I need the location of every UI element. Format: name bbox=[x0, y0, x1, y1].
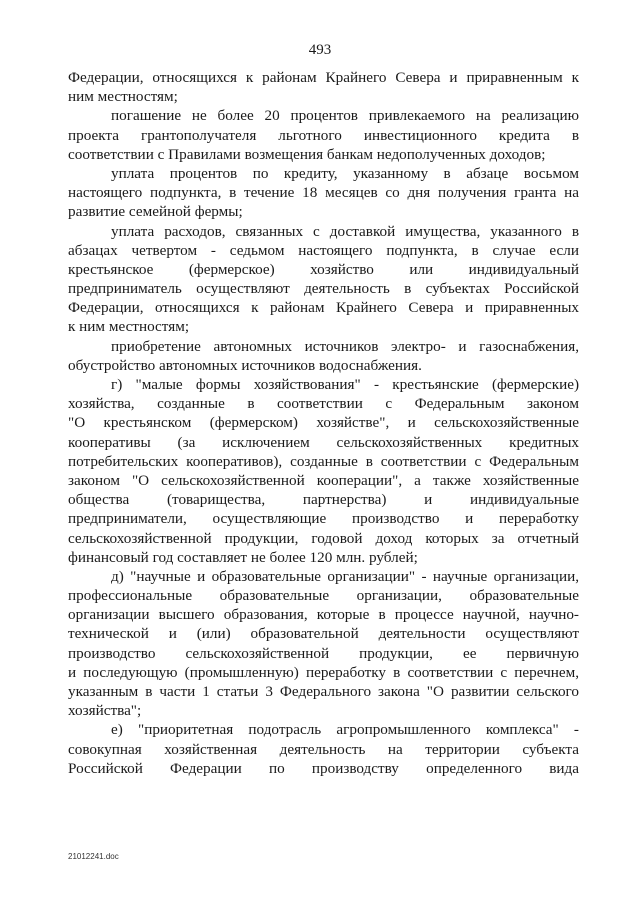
document-body bbox=[68, 68, 579, 778]
text-line: е) "приоритетная подотрасль агропромышленного комплекса" - bbox=[111, 721, 579, 739]
text-line: предприниматель осуществляют деятельность в субъектах Российской bbox=[68, 280, 579, 298]
text-line: г) "малые формы хозяйствования" - крестьянские (фермерские) bbox=[111, 376, 579, 393]
text-line: настоящего подпункта, в течение 18 месяцев со дня получения гранта на bbox=[68, 184, 579, 202]
text-line: к ним местностям; bbox=[68, 318, 190, 336]
text-line: профессиональные образовательные организации, образовательные bbox=[68, 587, 579, 605]
text-line: проекта грантополучателя льготного инвестиционного кредита в bbox=[68, 126, 579, 144]
text-line: общества (товарищества, партнерства) и индивидуальные bbox=[68, 491, 579, 509]
text-line: крестьянское (фермерское) хозяйство или индивидуальный bbox=[68, 260, 579, 278]
text-line: "О крестьянском (фермерском) хозяйстве", и сельскохозяйственные bbox=[68, 414, 579, 432]
text-line: обустройство автономных источников водоснабжения. bbox=[68, 356, 422, 374]
text-line: хозяйства"; bbox=[68, 702, 142, 720]
text-line: соответствии с Правилами возмещения банкам недополученных доходов; bbox=[68, 145, 546, 163]
text-line: Российской Федерации по производству определенного вида bbox=[68, 759, 579, 777]
text-line: Федерации, относящихся к районам Крайнего Севера и приравненных bbox=[68, 299, 579, 317]
text-line: кооперативы (за исключением сельскохозяйственных кредитных bbox=[68, 433, 579, 451]
text-line: приобретение автономных источников электро- и газоснабжения, bbox=[111, 337, 579, 355]
page-number: 493 bbox=[308, 42, 332, 58]
file-name-footer: 21012241.doc bbox=[68, 852, 119, 861]
text-line: хозяйства, созданные в соответствии с Федеральным законом bbox=[68, 395, 579, 413]
text-line: уплата процентов по кредиту, указанному в абзаце восьмом bbox=[111, 164, 579, 182]
text-line: производство сельскохозяйственной продукции, ее первичную bbox=[68, 644, 579, 662]
text-line: предприниматели, осуществляющие производство и переработку bbox=[68, 510, 579, 528]
text-line: погашение не более 20 процентов привлекаемого на реализацию bbox=[111, 107, 579, 125]
text-line: ним местностям; bbox=[68, 88, 178, 106]
text-line: организации высшего образования, которые в процессе научной, научно- bbox=[68, 606, 579, 624]
text-line: д) "научные и образовательные организации" - научные организации, bbox=[111, 567, 579, 585]
text-line: абзацах четвертом - седьмом настоящего подпункта, в случае если bbox=[68, 241, 579, 259]
text-line: уплата расходов, связанных с доставкой имущества, указанного в bbox=[111, 222, 579, 240]
text-line: совокупная хозяйственная деятельность на территории субъекта bbox=[68, 740, 579, 758]
text-line: финансовый год составляет не более 120 млн. рублей; bbox=[68, 548, 418, 566]
text-line: Федерации, относящихся к районам Крайнего Севера и приравненным к bbox=[68, 69, 579, 86]
text-line: указанным в части 1 статьи 3 Федерального закона "О развитии сельского bbox=[68, 683, 579, 700]
text-line: и последующую (промышленную) переработку в соответствии с перечнем, bbox=[68, 663, 579, 681]
text-line: потребительских кооперативов), созданные в соответствии с Федеральным bbox=[68, 452, 579, 470]
text-line: законом "О сельскохозяйственной кооперации", а также хозяйственные bbox=[68, 471, 579, 489]
text-line: технической и (или) образовательной деятельности осуществляют bbox=[68, 625, 579, 643]
text-line: сельскохозяйственной продукции, годовой доход которых за отчетный bbox=[68, 529, 579, 547]
text-line: развитие семейной фермы; bbox=[68, 203, 243, 221]
